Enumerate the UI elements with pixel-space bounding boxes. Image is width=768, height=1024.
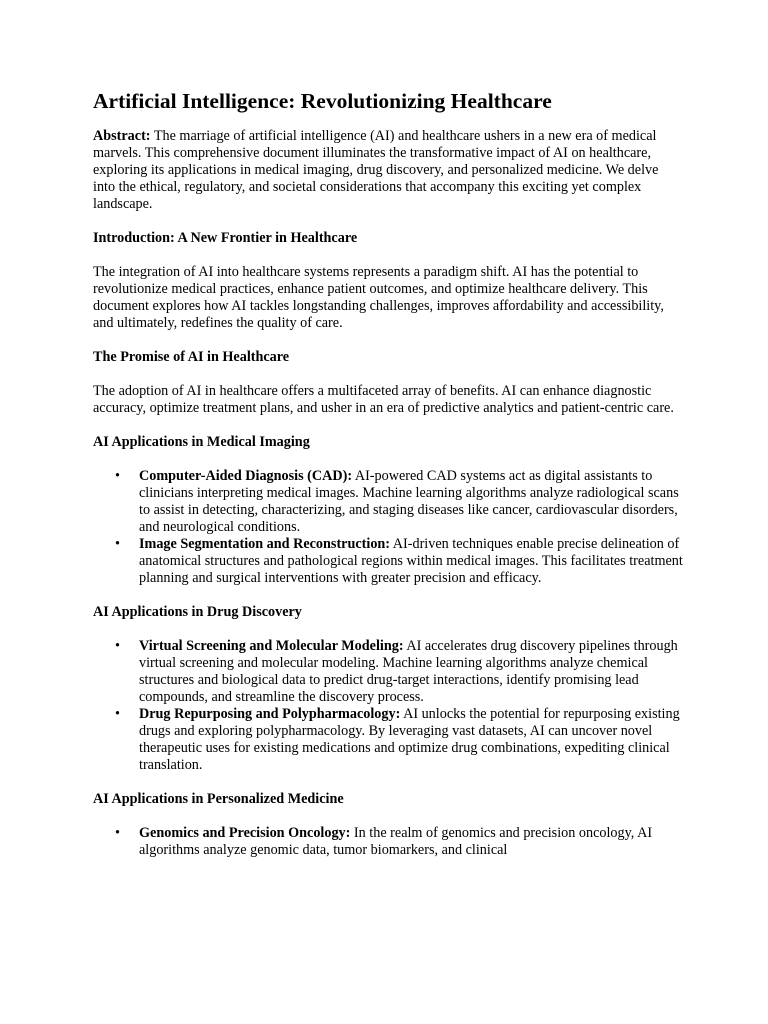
list-item-term: Virtual Screening and Molecular Modeling: (139, 638, 404, 654)
introduction-heading: Introduction: A New Frontier in Healthcare (93, 230, 358, 246)
imaging-list (93, 468, 683, 587)
document-page (93, 88, 683, 876)
bullet-icon: • (115, 468, 120, 484)
abstract-text: The marriage of artificial intelligence (AI) and healthcare ushers in a new era of medical marvels. This comprehensive document illuminates the transformative impact of AI on healthcare, exploring its applications in medical imaging, drug discovery, and personalized medicine. We delve into the ethical, regulatory, and societal considerations that accompany this exciting yet complex landscape. (93, 128, 659, 212)
bullet-icon: • (115, 825, 120, 841)
personalized-medicine-heading: AI Applications in Personalized Medicine (93, 791, 344, 807)
personalized-medicine-list (93, 825, 683, 859)
abstract-label: Abstract: (93, 128, 151, 144)
drug-discovery-heading: AI Applications in Drug Discovery (93, 604, 302, 620)
list-item-text: AI unlocks the potential for repurposing existing drugs and exploring polypharmacology. By leveraging vast datasets, AI can uncover novel therapeutic uses for existing medications and optimize drug combinations, expediting clinical translation. (139, 706, 680, 773)
list-item-term: Genomics and Precision Oncology: (139, 825, 351, 841)
list-item-text: In the realm of genomics and precision oncology, AI algorithms analyze genomic data, tumor biomarkers, and clinical (139, 825, 653, 858)
list-item (93, 706, 683, 774)
list-item-term: Image Segmentation and Reconstruction: (139, 536, 391, 552)
bullet-icon: • (115, 638, 120, 654)
promise-heading: The Promise of AI in Healthcare (93, 349, 290, 365)
list-item-term: Drug Repurposing and Polypharmacology: (139, 706, 401, 722)
list-item-text: AI accelerates drug discovery pipelines through virtual screening and molecular modeling. Machine learning algorithms analyze chemical structures and biological data to predict drug-target interactions, identify promising lead compounds, and streamline the discovery process. (139, 638, 678, 705)
bullet-icon: • (115, 706, 120, 722)
list-item-text: AI-driven techniques enable precise delineation of anatomical structures and pathological regions within medical images. This facilitates treatment planning and surgical interventions with greater precision and efficacy. (139, 536, 683, 586)
list-item (93, 638, 683, 706)
list-item (93, 825, 683, 859)
promise-paragraph: The adoption of AI in healthcare offers a multifaceted array of benefits. AI can enhance diagnostic accuracy, optimize treatment plans, and usher in an era of predictive analytics and patient-centric care. (93, 383, 674, 416)
list-item (93, 536, 683, 587)
drug-discovery-list (93, 638, 683, 774)
list-item-term: Computer-Aided Diagnosis (CAD): (139, 468, 353, 484)
document-title: Artificial Intelligence: Revolutionizing Healthcare (93, 89, 552, 113)
list-item-text: AI-powered CAD systems act as digital assistants to clinicians interpreting medical images. Machine learning algorithms analyze radiological scans to assist in detecting, characterizing, and staging diseases like cancer, cardiovascular disorders, and neurological conditions. (139, 468, 679, 535)
list-item (93, 468, 683, 536)
bullet-icon: • (115, 536, 120, 552)
imaging-heading: AI Applications in Medical Imaging (93, 434, 310, 450)
abstract-paragraph (93, 128, 683, 213)
introduction-paragraph: The integration of AI into healthcare systems represents a paradigm shift. AI has the potential to revolutionize medical practices, enhance patient outcomes, and optimize healthcare delivery. This document explores how AI tackles longstanding challenges, improves affordability and accessibility, and ultimately, redefines the quality of care. (93, 264, 664, 331)
